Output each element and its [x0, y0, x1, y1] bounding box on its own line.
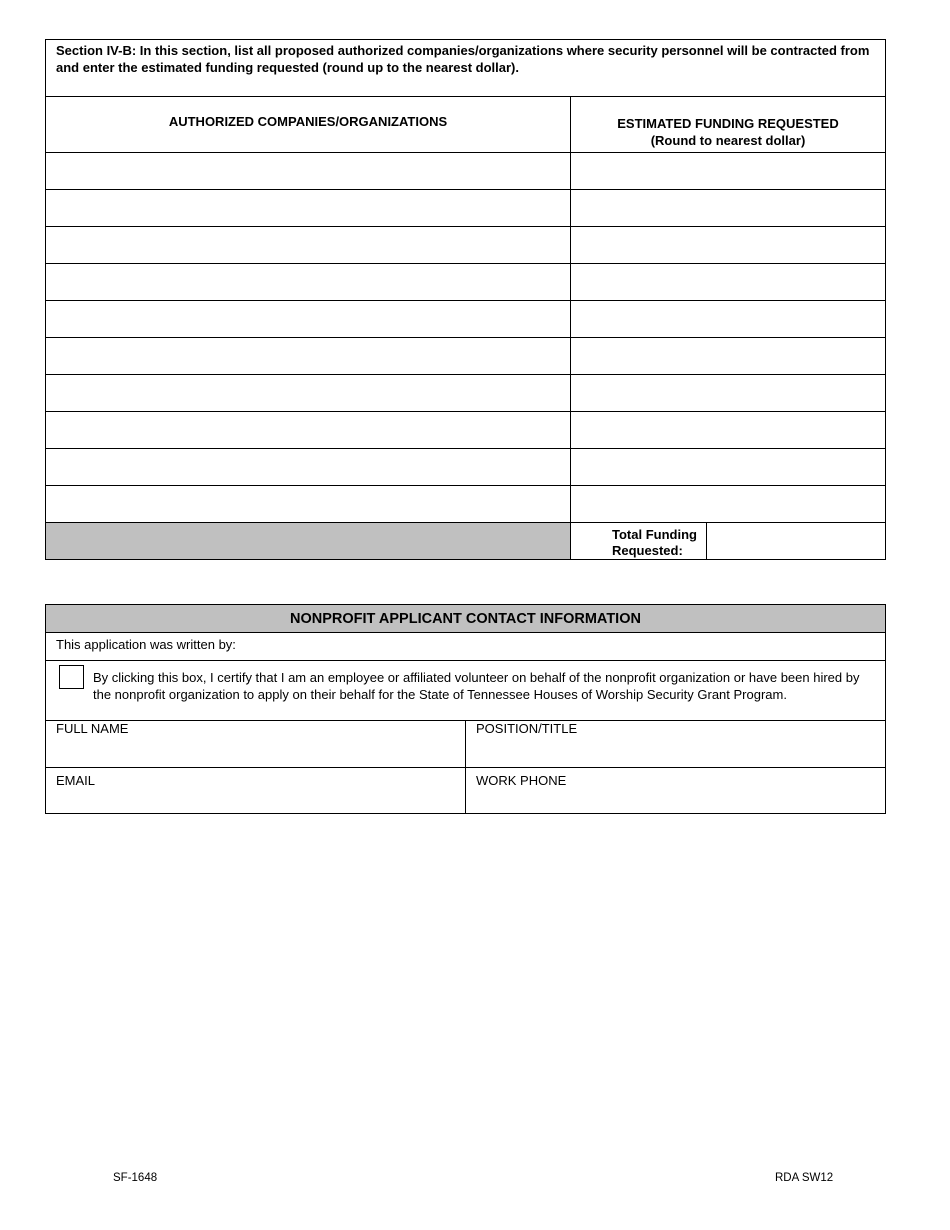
full-name-label: FULL NAME	[56, 721, 129, 736]
work-phone-label: WORK PHONE	[476, 773, 567, 788]
total-label-line2: Requested:	[612, 543, 683, 558]
certify-checkbox[interactable]	[59, 665, 84, 689]
funding-cell[interactable]	[571, 486, 886, 523]
total-funding-cell	[571, 523, 886, 560]
table-row	[46, 190, 886, 227]
contact-section-title: NONPROFIT APPLICANT CONTACT INFORMATION	[46, 605, 886, 633]
company-cell[interactable]	[46, 301, 571, 338]
funding-cell[interactable]	[571, 449, 886, 486]
section-ivb-instructions: Section IV-B: In this section, list all proposed authorized companies/organizations where security personnel will be contracted from and enter the estimated funding requested (round up to the nearest dollar).	[46, 40, 886, 97]
certification-text: By clicking this box, I certify that I am an employee or affiliated volunteer on behalf of the nonprofit organization or have been hired by the nonprofit organization to apply on their behalf for the State of Tennessee Houses of Worship Security Grant Program.	[93, 670, 860, 702]
email-label: EMAIL	[56, 773, 96, 788]
table-row	[46, 153, 886, 190]
total-row	[46, 523, 886, 560]
table-row	[46, 412, 886, 449]
funding-cell[interactable]	[571, 412, 886, 449]
written-by-label: This application was written by:	[46, 633, 886, 661]
company-cell[interactable]	[46, 153, 571, 190]
funding-cell[interactable]	[571, 375, 886, 412]
company-cell[interactable]	[46, 412, 571, 449]
position-title-field[interactable]	[466, 721, 886, 768]
table-row	[46, 301, 886, 338]
position-title-label: POSITION/TITLE	[476, 721, 578, 736]
company-cell[interactable]	[46, 486, 571, 523]
total-label-line1: Total Funding	[612, 527, 697, 542]
table-row	[46, 264, 886, 301]
funding-cell[interactable]	[571, 227, 886, 264]
company-cell[interactable]	[46, 449, 571, 486]
email-field[interactable]	[46, 768, 466, 814]
funding-cell[interactable]	[571, 338, 886, 375]
company-cell[interactable]	[46, 264, 571, 301]
table-row	[46, 449, 886, 486]
full-name-field[interactable]	[46, 721, 466, 768]
funding-cell[interactable]	[571, 190, 886, 227]
table-row	[46, 375, 886, 412]
company-cell[interactable]	[46, 190, 571, 227]
companies-column-header: AUTHORIZED COMPANIES/ORGANIZATIONS	[46, 97, 571, 153]
funding-cell[interactable]	[571, 153, 886, 190]
form-number: SF-1648	[113, 1172, 158, 1184]
funding-header-line1: ESTIMATED FUNDING REQUESTED	[617, 116, 839, 131]
certification-row	[46, 661, 886, 721]
funding-cell[interactable]	[571, 301, 886, 338]
table-row	[46, 338, 886, 375]
company-cell[interactable]	[46, 338, 571, 375]
contact-info-table	[45, 604, 886, 814]
section-ivb-table	[45, 39, 886, 560]
rda-code: RDA SW12	[775, 1172, 834, 1184]
company-cell[interactable]	[46, 375, 571, 412]
total-row-shaded-cell	[46, 523, 571, 560]
total-funding-input[interactable]	[707, 523, 885, 559]
funding-header-line2: (Round to nearest dollar)	[650, 133, 806, 148]
table-row	[46, 227, 886, 264]
table-row	[46, 486, 886, 523]
company-cell[interactable]	[46, 227, 571, 264]
work-phone-field[interactable]	[466, 768, 886, 814]
funding-cell[interactable]	[571, 264, 886, 301]
total-funding-label	[571, 523, 707, 559]
funding-column-header	[571, 97, 886, 153]
